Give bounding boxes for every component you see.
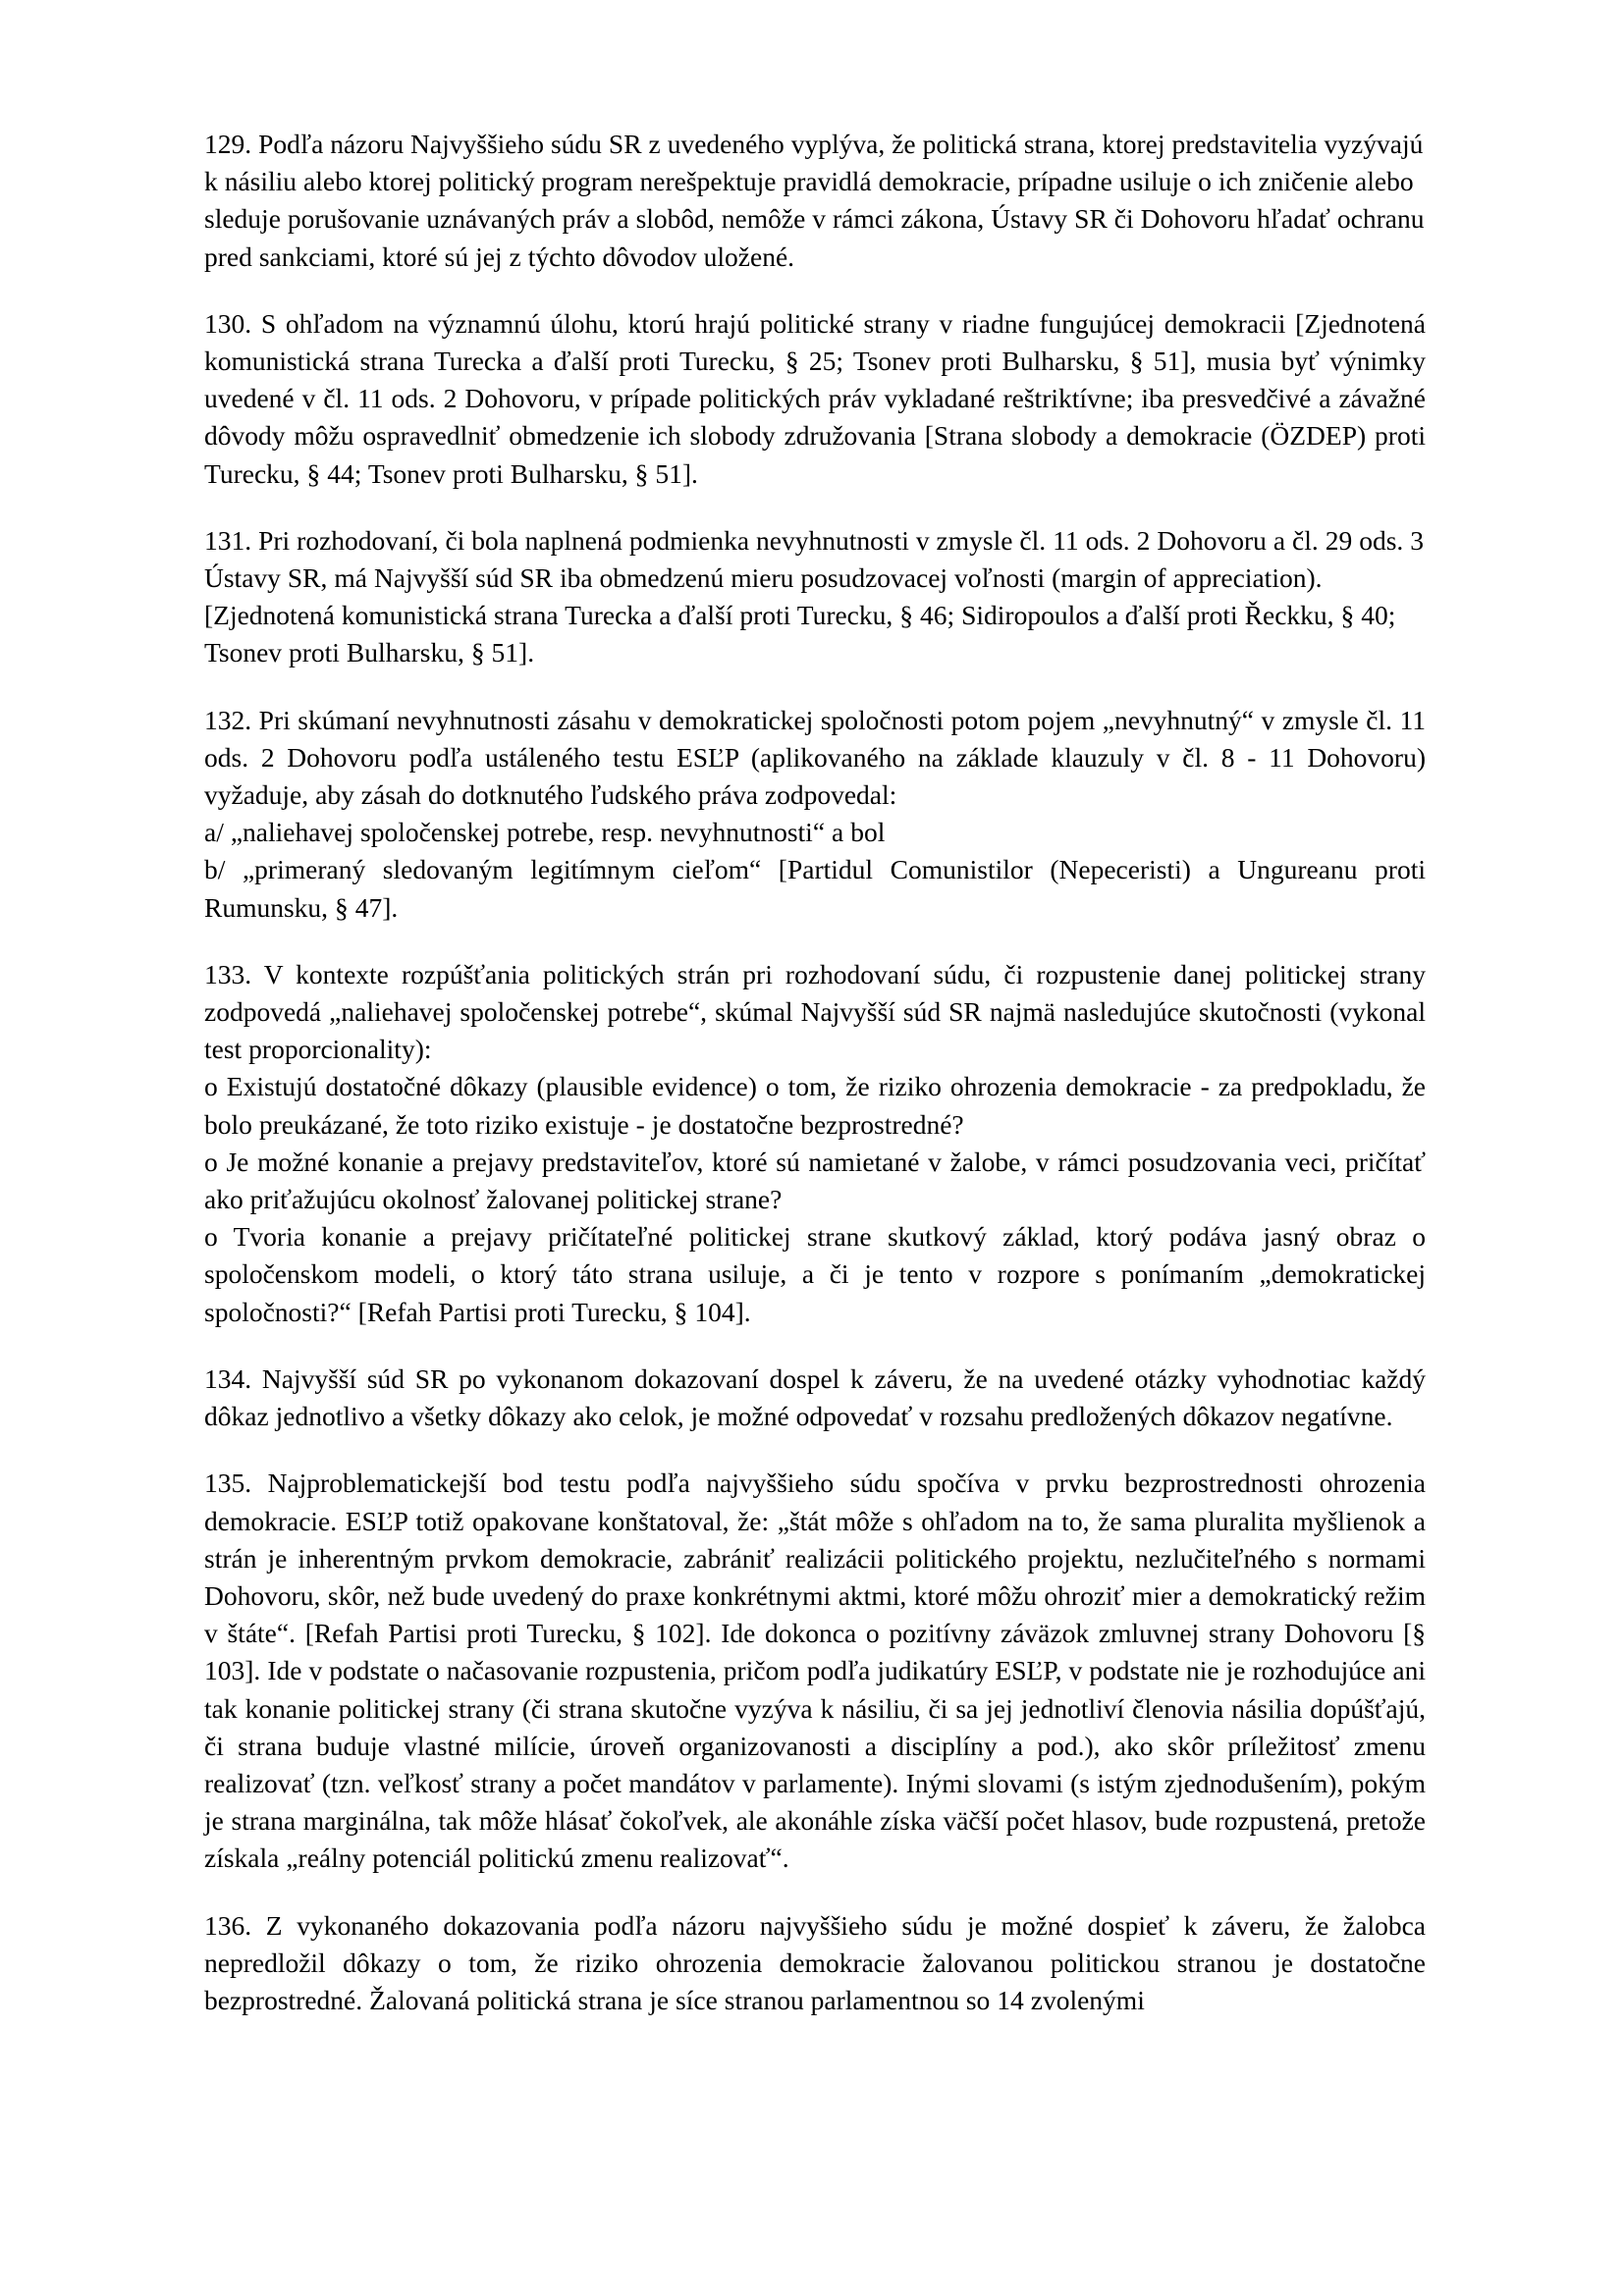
- paragraph-133-item-2: o Je možné konanie a prejavy predstaviteľov, ktoré sú namietané v žalobe, v rámci posudzovania veci, pričítať ako priťažujúcu okolnosť žalovanej politickej strane?: [204, 1146, 1426, 1215]
- paragraph-136: 136. Z vykonaného dokazovania podľa názoru najvyššieho súdu je možné dospieť k záveru, že žalobca nepredložil dôkazy o tom, že riziko ohrozenia demokracie žalovanou politickou stranou je dostatočne bezprostredné. Žalovaná politická strana je síce stranou parlamentnou so 14 zvolenými: [204, 1909, 1426, 2015]
- paragraph-133-item-1: o Existujú dostatočné dôkazy (plausible evidence) o tom, že riziko ohrozenia demokracie - za predpokladu, že bolo preukázané, že toto riziko existuje - je dostatočne bezprostredné?: [204, 1071, 1426, 1140]
- paragraph-132-item-a: a/ „naliehavej spoločenskej potrebe, resp. nevyhnutnosti“ a bol: [204, 817, 886, 848]
- paragraph-132-item-b: b/ „primeraný sledovaným legitímnym cieľom“ [Partidul Comunistilor (Nepeceristi) a Ungureanu proti Rumunsku, § 47].: [204, 854, 1426, 923]
- paragraph-132-block: [204, 702, 1426, 927]
- paragraph-133-item-3: o Tvoria konanie a prejavy pričítateľné politickej strane skutkový základ, ktorý podáva jasný obraz o spoločenskom modeli, o ktorý táto strana usiluje, a či je tento v rozpore s ponímaním „demokratickej spoločnosti?“ [Refah Partisi proti Turecku, § 104].: [204, 1221, 1426, 1327]
- document-body: [204, 126, 1426, 2019]
- paragraph-129: 129. Podľa názoru Najvyššieho súdu SR z uvedeného vyplýva, že politická strana, ktorej predstavitelia vyzývajú k násiliu alebo ktorej politický program nerešpektuje pravidlá demokracie, prípadne usiluje o ich zničenie alebo sleduje porušovanie uznávaných práv a slobôd, nemôže v rámci zákona, Ústavy SR či Dohovoru hľadať ochranu pred sankciami, ktoré sú jej z týchto dôvodov uložené.: [204, 129, 1425, 272]
- paragraph-133-block: [204, 956, 1426, 1331]
- paragraph-130: 130. S ohľadom na významnú úlohu, ktorú hrajú politické strany v riadne fungujúcej demokracii [Zjednotená komunistická strana Turecka a ďalší proti Turecku, § 25; Tsonev proti Bulharsku, § 51], musia byť výnimky uvedené v čl. 11 ods. 2 Dohovoru, v prípade politických práv vykladané reštriktívne; iba presvedčivé a závažné dôvody môžu ospravedlniť obmedzenie ich slobody združovania [Strana slobody a demokracie (ÖZDEP) proti Turecku, § 44; Tsonev proti Bulharsku, § 51].: [204, 307, 1426, 489]
- paragraph-132: 132. Pri skúmaní nevyhnutnosti zásahu v demokratickej spoločnosti potom pojem „nevyhnutný“ v zmysle čl. 11 ods. 2 Dohovoru podľa ustáleného testu ESĽP (aplikovaného na základe klauzuly v čl. 8 - 11 Dohovoru) vyžaduje, aby zásah do dotknutého ľudského práva zodpovedal:: [204, 704, 1426, 811]
- paragraph-133: 133. V kontexte rozpúšťania politických strán pri rozhodovaní súdu, či rozpustenie danej politickej strany zodpovedá „naliehavej spoločenskej potrebe“, skúmal Najvyšší súd SR najmä nasledujúce skutočnosti (vykonal test proporcionality):: [204, 958, 1426, 1065]
- paragraph-131: 131. Pri rozhodovaní, či bola naplnená podmienka nevyhnutnosti v zmysle čl. 11 ods. 2 Dohovoru a čl. 29 ods. 3 Ústavy SR, má Najvyšší súd SR iba obmedzenú mieru posudzovacej voľnosti (margin of appreciation). [Zjednotená komunistická strana Turecka a ďalší proti Turecku, § 46; Sidiropoulos a ďalší proti Řeckku, § 40; Tsonev proti Bulharsku, § 51].: [204, 524, 1424, 668]
- paragraph-134: 134. Najvyšší súd SR po vykonanom dokazovaní dospel k záveru, že na uvedené otázky vyhodnotiac každý dôkaz jednotlivo a všetky dôkazy ako celok, je možné odpovedať v rozsahu predložených dôkazov negatívne.: [204, 1362, 1426, 1432]
- paragraph-135: 135. Najproblematickejší bod testu podľa najvyššieho súdu spočíva v prvku bezprostrednosti ohrozenia demokracie. ESĽP totiž opakovane konštatoval, že: „štát môže s ohľadom na to, že sama pluralita myšlienok a strán je inherentným prvkom demokracie, zabrániť realizácii politického projektu, nezlučiteľného s normami Dohovoru, skôr, než bude uvedený do praxe konkrétnymi aktmi, ktoré môžu ohroziť mier a demokratický režim v štáte“. [Refah Partisi proti Turecku, § 102]. Ide dokonca o pozitívny záväzok zmluvnej strany Dohovoru [§ 103]. Ide v podstate o načasovanie rozpustenia, pričom podľa judikatúry ESĽP, v podstate nie je rozhodujúce ani tak konanie politickej strany (či strana skutočne vyzýva k násiliu, či sa jej jednotliví členovia násilia dopúšťajú, či strana buduje vlastné milície, úroveň organizovanosti a disciplíny a pod.), ako skôr príležitosť zmenu realizovať (tzn. veľkosť strany a počet mandátov v parlamente). Inými slovami (s istým zjednodušením), pokým je strana marginálna, tak môže hlásať čokoľvek, ale akonáhle získa väčší počet hlasov, bude rozpustená, pretože získala „reálny potenciál politickú zmenu realizovať“.: [204, 1468, 1426, 1874]
